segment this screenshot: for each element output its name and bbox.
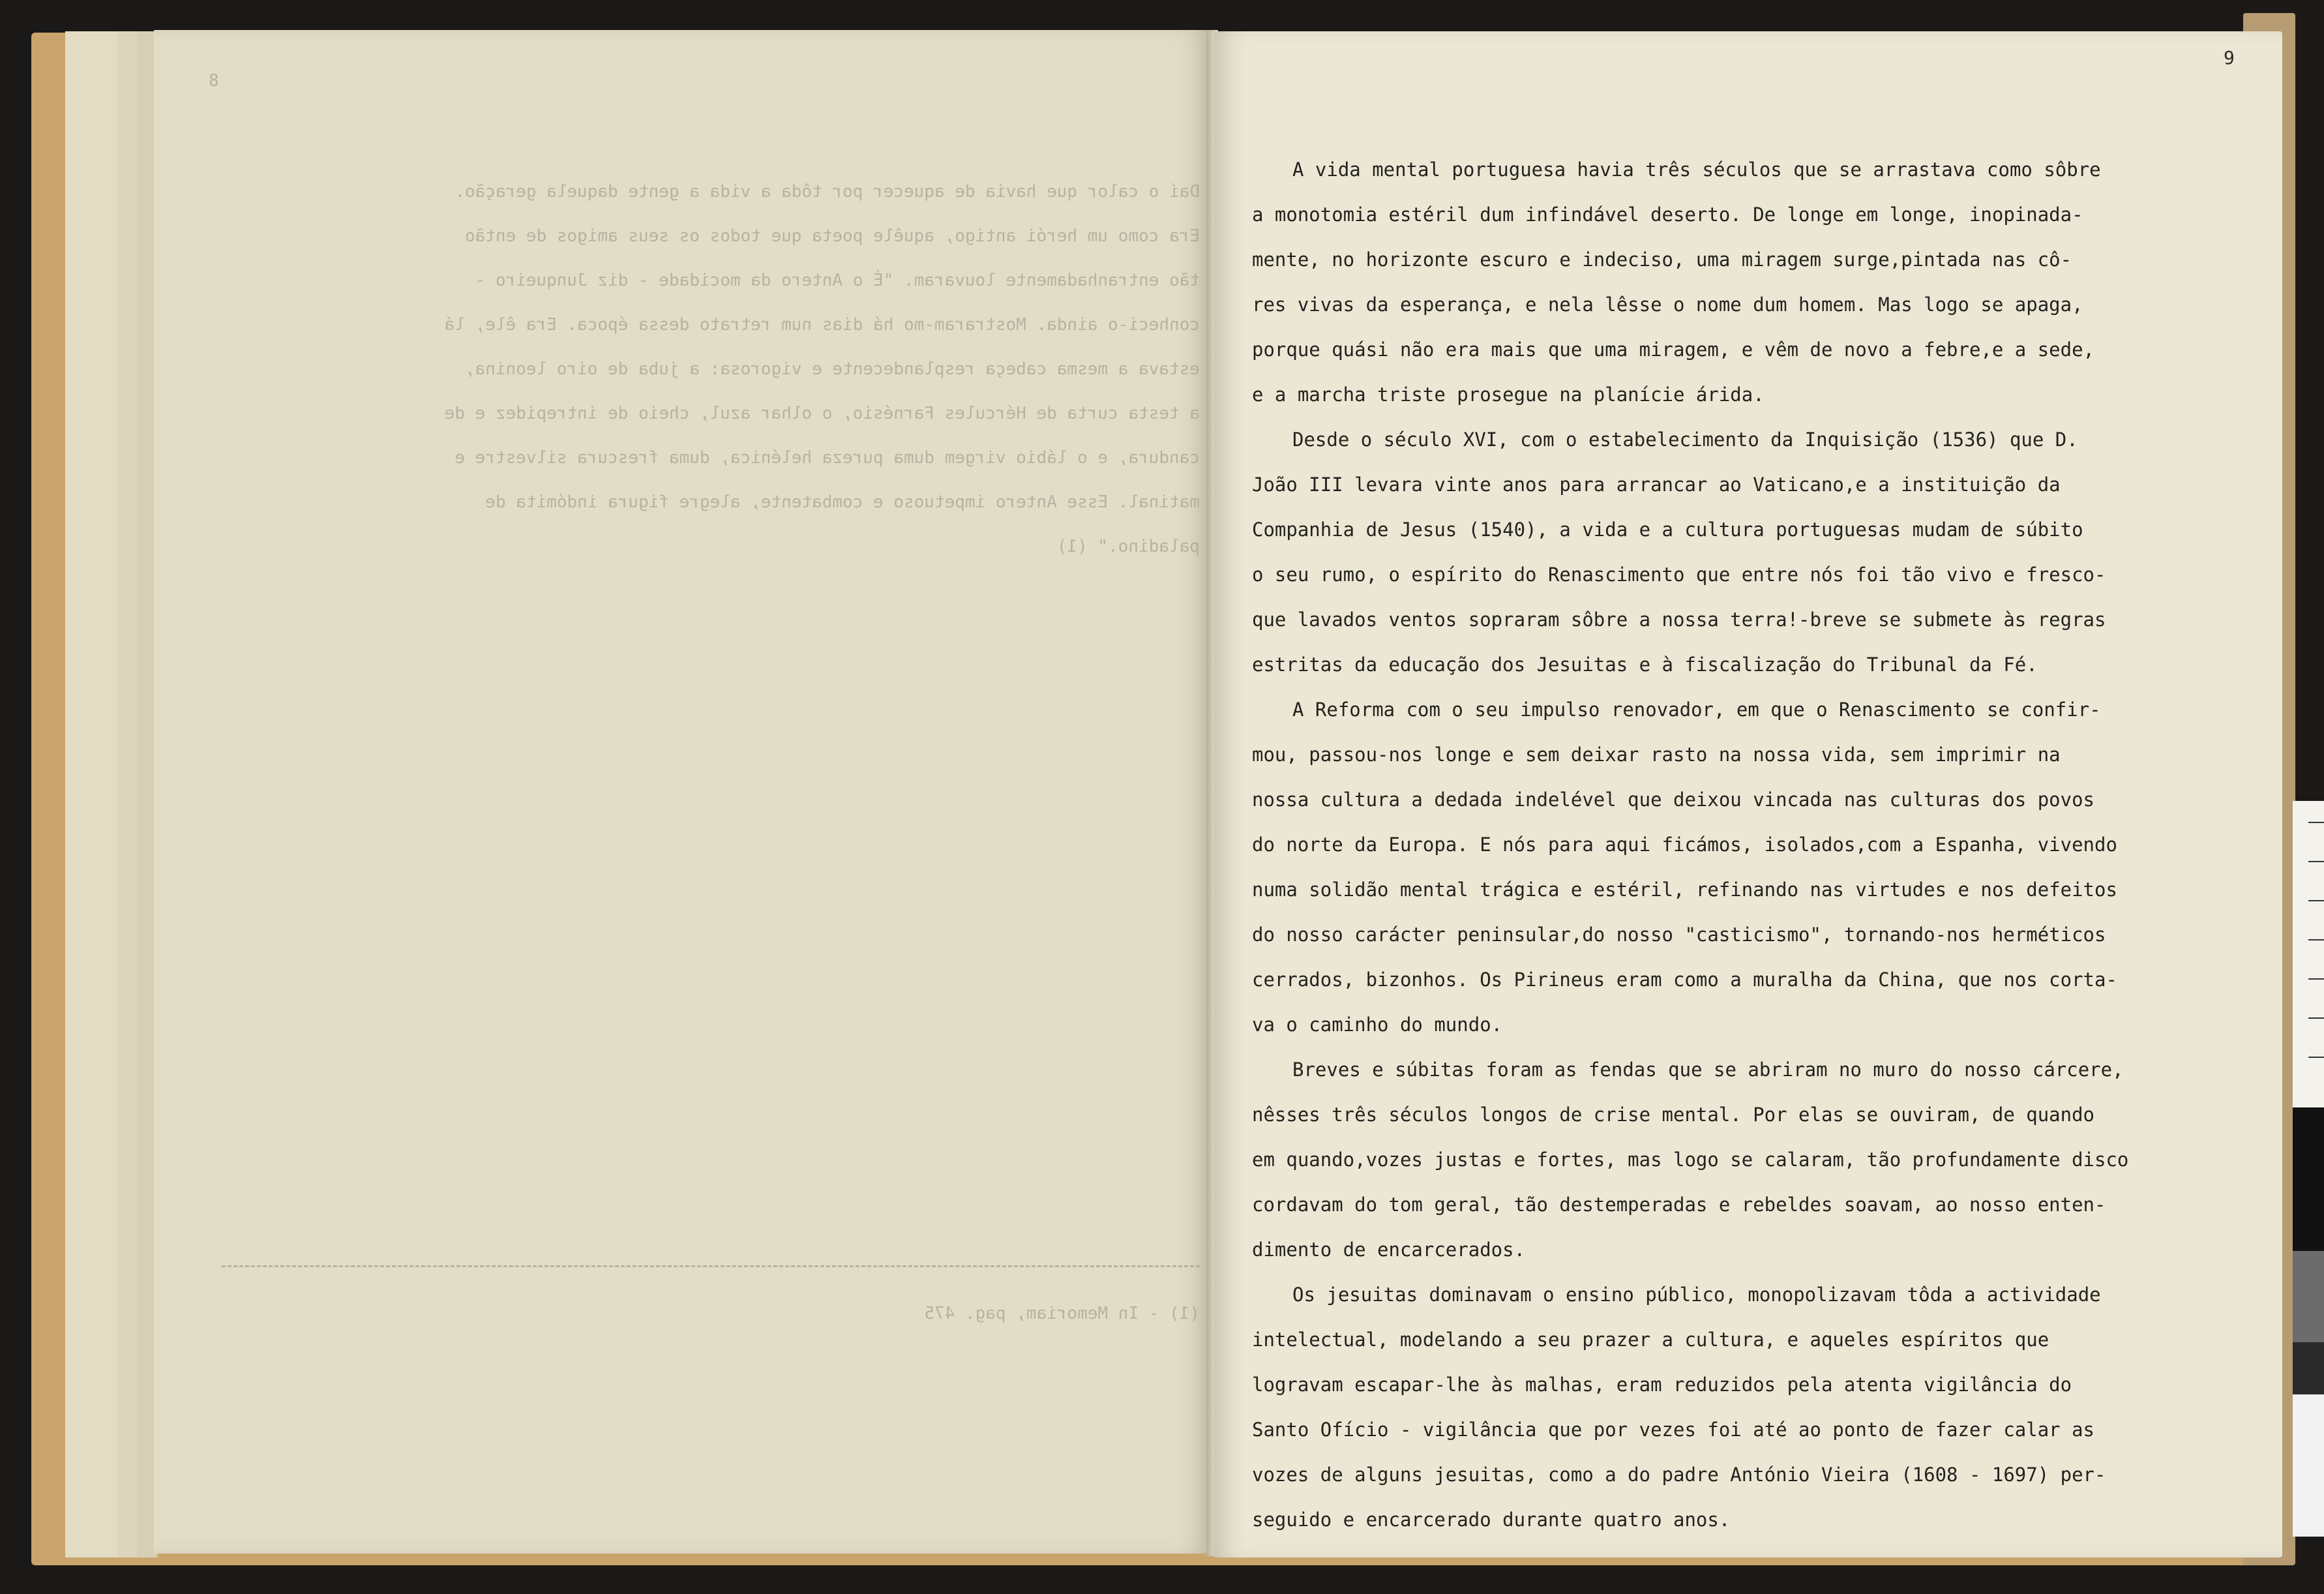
calibration-ruler <box>2293 801 2324 1107</box>
bleed-through-text <box>183 59 1200 1363</box>
text-line: em quando,vozes justas e fortes, mas logo se calaram, tão profundamente disco <box>1252 1149 2129 1171</box>
text-line: Breves e súbitas foram as fendas que se abriram no muro do nosso cárcere, <box>1292 1059 2124 1081</box>
text-line: res vivas da esperança, e nela lêsse o nome dum homem. Mas logo se apaga, <box>1252 293 2083 316</box>
bleed-through-line: candura, e o lábio virgem duma pureza helénica, duma frescura silvestre e <box>454 448 1200 468</box>
text-line: cordavam do tom geral, tão destemperadas e rebeldes soavam, ao nosso enten- <box>1252 1194 2106 1216</box>
text-line: mou, passou-nos longe e sem deixar rasto na nossa vida, sem imprimir na <box>1252 744 2061 766</box>
calibration-patch-white <box>2293 1394 2324 1537</box>
text-line: que lavados ventos sopraram sôbre a nossa terra!-breve se submete às regras <box>1252 609 2106 631</box>
bleed-through-line: matinal. Esse Antero impetuoso e combatente, alegre figura indómita de <box>485 492 1200 512</box>
text-line: do norte da Europa. E nós para aqui ficámos, isolados,com a Espanha, vivendo <box>1252 834 2117 856</box>
text-line: porque quási não era mais que uma miragem, e vêm de novo a febre,e a sede, <box>1252 338 2095 361</box>
text-line: dimento de encarcerados. <box>1252 1239 1526 1261</box>
ruler-tick <box>2308 1057 2324 1058</box>
calibration-patch-gray <box>2293 1251 2324 1342</box>
text-line: logravam escapar-lhe às malhas, eram reduzidos pela atenta vigilância do <box>1252 1374 2072 1396</box>
text-line: nêsses três séculos longos de crise mental. Por elas se ouviram, de quando <box>1252 1104 2095 1126</box>
text-line: va o caminho do mundo. <box>1252 1014 1503 1036</box>
bleed-through-footnote: (1) - In Memoriam, pag. 475 <box>924 1304 1200 1323</box>
bleed-through-line: tão entranhadamente louvaram. "É o Antero da mocidade - diz Junqueiro - <box>475 271 1200 290</box>
ruler-tick <box>2308 900 2324 901</box>
bleed-through-line: estava a mesma cabeça resplandecente e vigorosa: a juba de oiro leonina, <box>464 359 1200 379</box>
text-line: a monotomia estéril dum infindável deserto. De longe em longe, inopinada- <box>1252 203 2083 226</box>
text-line: e a marcha triste prosegue na planície árida. <box>1252 383 1765 406</box>
ruler-tick <box>2308 1017 2324 1019</box>
text-line: Companhia de Jesus (1540), a vida e a cultura portuguesas mudam de súbito <box>1252 519 2083 541</box>
bleed-through-line: paladino." (1) <box>1056 537 1200 556</box>
bleed-through-line: conheci-o ainda. Mostraram-mo há dias num retrato dessa época. Era êle, lá <box>444 315 1200 335</box>
ruler-tick <box>2308 939 2324 940</box>
ruler-tick <box>2308 978 2324 980</box>
text-line: João III levara vinte anos para arrancar ao Vaticano,e a instituição da <box>1252 474 2061 496</box>
paragraph <box>1252 417 2269 687</box>
color-calibration-strip <box>2293 801 2324 1537</box>
typewritten-body <box>1252 147 2269 1542</box>
text-line: o seu rumo, o espírito do Renascimento que entre nós foi tão vivo e fresco- <box>1252 564 2106 586</box>
paragraph <box>1252 147 2269 417</box>
text-line: Os jesuitas dominavam o ensino público, monopolizavam tôda a actividade <box>1292 1284 2101 1306</box>
calibration-patch-black <box>2293 1107 2324 1251</box>
bleed-through-footnote-rule <box>222 1265 1200 1267</box>
paragraph <box>1252 687 2269 1047</box>
calibration-patch-dark <box>2293 1342 2324 1394</box>
text-line: vozes de alguns jesuitas, como a do padre António Vieira (1608 - 1697) per- <box>1252 1464 2106 1486</box>
bleed-through-line: Era como um herói antigo, aquêle poeta que todos os seus amigos de então <box>464 226 1200 246</box>
text-line: A vida mental portuguesa havia três séculos que se arrastava como sôbre <box>1292 158 2101 181</box>
ruler-tick <box>2308 861 2324 862</box>
text-line: nossa cultura a dedada indelével que deixou vincada nas culturas dos povos <box>1252 789 2095 811</box>
bleed-through-line: Daí o calor que havia de aquecer por tôda a vida a gente daquela geração. <box>454 182 1200 202</box>
text-line: intelectual, modelando a seu prazer a cultura, e aqueles espíritos que <box>1252 1329 2049 1351</box>
text-line: estritas da educação dos Jesuitas e à fiscalização do Tribunal da Fé. <box>1252 654 2038 676</box>
ruler-tick <box>2308 822 2324 823</box>
paragraph <box>1252 1047 2269 1272</box>
text-line: mente, no horizonte escuro e indeciso, uma miragem surge,pintada nas cô- <box>1252 248 2072 271</box>
text-line: cerrados, bizonhos. Os Pirineus eram como a muralha da China, que nos corta- <box>1252 969 2117 991</box>
text-line: do nosso carácter peninsular,do nosso "casticismo", tornando-nos herméticos <box>1252 924 2106 946</box>
text-line: A Reforma com o seu impulso renovador, em que o Renascimento se confir- <box>1292 699 2101 721</box>
page-number: 9 <box>2224 47 2235 68</box>
bleed-through-page-number: 8 <box>209 71 219 91</box>
bleed-through-line: a testa curta de Hércules Farnésio, o olhar azul, cheio de intrepidez e de <box>444 404 1200 423</box>
text-line: Desde o século XVI, com o estabelecimento da Inquisição (1536) que D. <box>1292 429 2078 451</box>
paragraph <box>1252 1272 2269 1542</box>
text-line: numa solidão mental trágica e estéril, refinando nas virtudes e nos defeitos <box>1252 879 2117 901</box>
text-line: seguido e encarcerado durante quatro anos. <box>1252 1509 1731 1531</box>
text-line: Santo Ofício - vigilância que por vezes foi até ao ponto de fazer calar as <box>1252 1419 2095 1441</box>
